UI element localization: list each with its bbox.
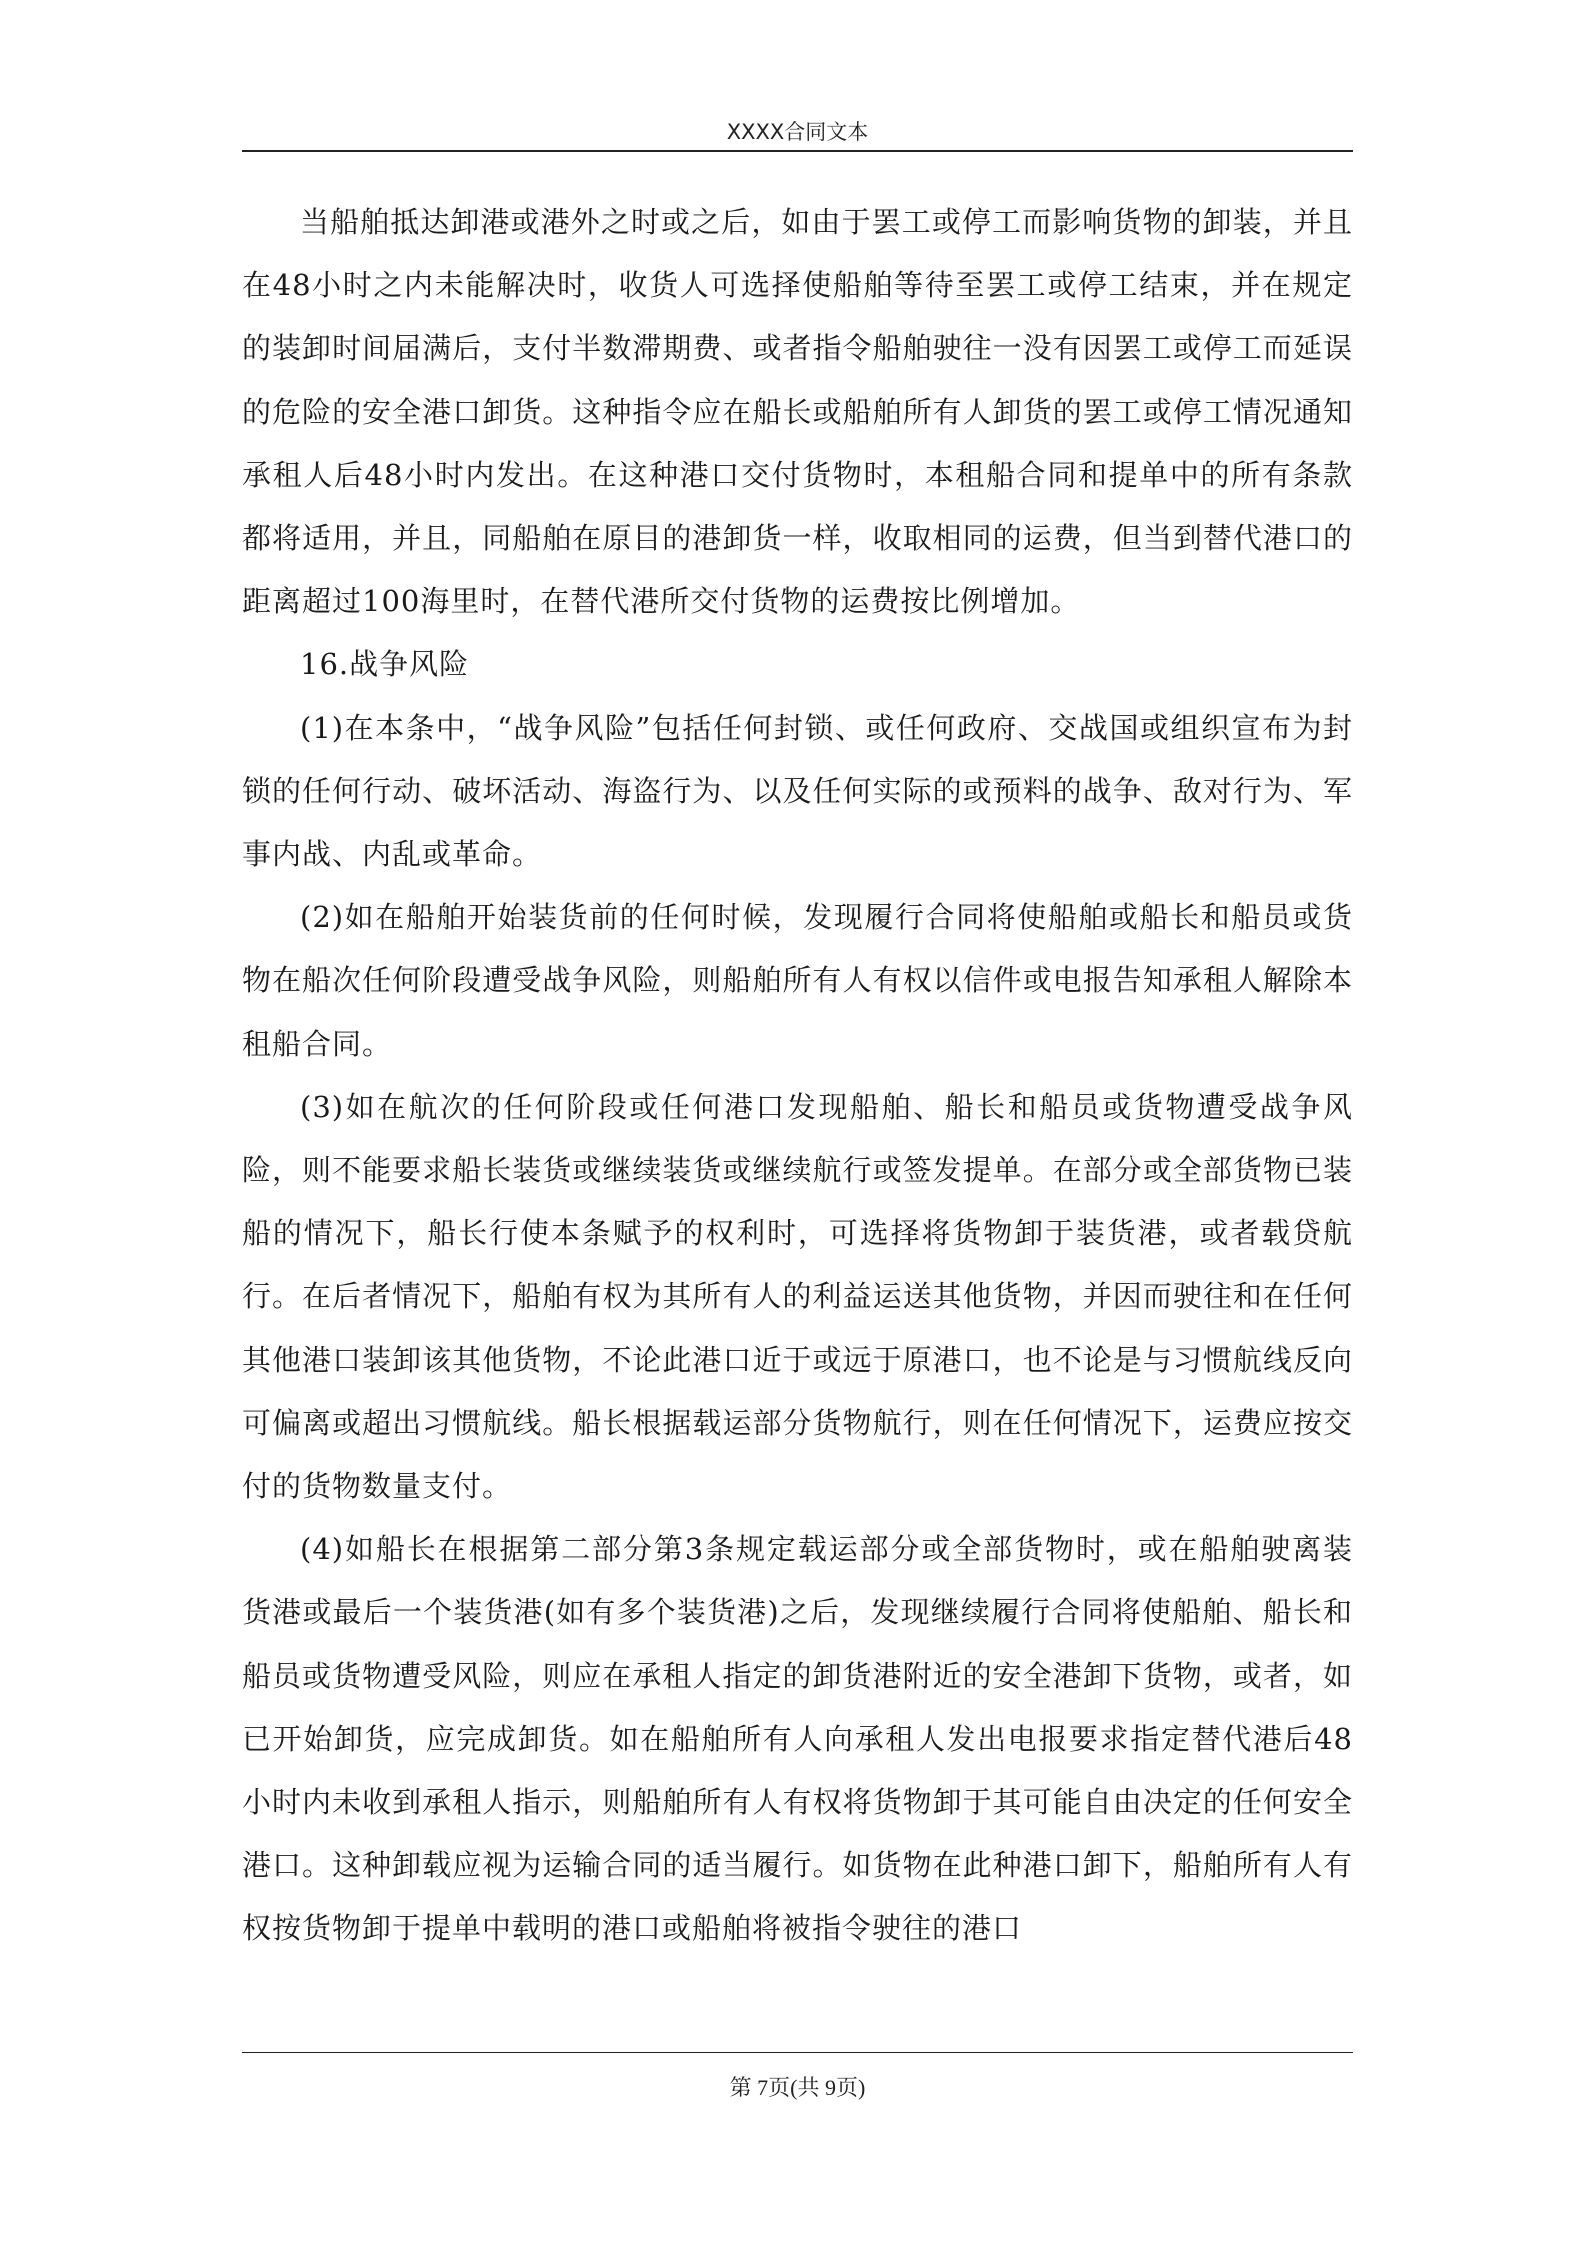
footer-divider	[242, 2052, 1353, 2053]
page-number: 第 7页(共 9页)	[729, 2075, 866, 2100]
header-divider	[242, 150, 1353, 152]
section-heading-war-risk: 16.战争风险	[300, 647, 470, 682]
paragraph-war-risk-4: (4)如船长在根据第二部分第3条规定载运部分或全部货物时，或在船舶驶离装货港或最后一个装货港(如有多个装货港)之后，发现继续履行合同将使船舶、船长和船员或货物遭受风险，则应在承租人指定的卸货港附近的安全港卸下货物，或者，如已开始卸货，应完成卸货。如在船舶所有人向承租人发出电报要求指定替代港后48小时内未收到承租人指示，则船舶所有人有权将货物卸于其可能自由决定的任何安全港口。这种卸载应视为运输合同的适当履行。如货物在此种港口卸下，船舶所有人有权按货物卸于提单中载明的港口或船舶将被指令驶往的港口	[242, 1532, 1353, 1946]
paragraph-war-risk-1: (1)在本条中，“战争风险”包括任何封锁、或任何政府、交战国或组织宣布为封锁的任何行动、破坏活动、海盗行为、以及任何实际的或预料的战争、敌对行为、军事内战、内乱或革命。	[242, 710, 1353, 872]
paragraph-war-risk-3: (3)如在航次的任何阶段或任何港口发现船舶、船长和船员或货物遭受战争风险，则不能要求船长装货或继续装货或继续航行或签发提单。在部分或全部货物已装船的情况下，船长行使本条赋予的权利时，可选择将货物卸于装货港，或者载贷航行。在后者情况下，船舶有权为其所有人的利益运送其他货物，并因而驶往和在任何其他港口装卸该其他货物，不论此港口近于或远于原港口，也不论是与习惯航线反向可偏离或超出习惯航线。船长根据载运部分货物航行，则在任何情况下，运费应按交付的货物数量支付。	[242, 1089, 1353, 1504]
paragraph-strike-clause: 当船舶抵达卸港或港外之时或之后，如由于罢工或停工而影响货物的卸装，并且在48小时之内未能解决时，收货人可选择使船舶等待至罢工或停工结束，并在规定的装卸时间届满后，支付半数滞期费、或者指令船舶驶往一没有因罢工或停工而延误的危险的安全港口卸货。这种指令应在船长或船舶所有人卸货的罢工或停工情况通知承租人后48小时内发出。在这种港口交付货物时，本租船合同和提单中的所有条款都将适用，并且，同船舶在原目的港卸货一样，收取相同的运费，但当到替代港口的距离超过100海里时，在替代港所交付货物的运费按比例增加。	[242, 205, 1353, 619]
document-body	[242, 191, 1353, 1961]
page-header-title: XXXX合同文本	[726, 120, 869, 144]
paragraph-war-risk-2: (2)如在船舶开始装货前的任何时候，发现履行合同将使船舶或船长和船员或货物在船次任何阶段遭受战争风险，则船舶所有人有权以信件或电报告知承租人解除本租船合同。	[242, 900, 1353, 1061]
